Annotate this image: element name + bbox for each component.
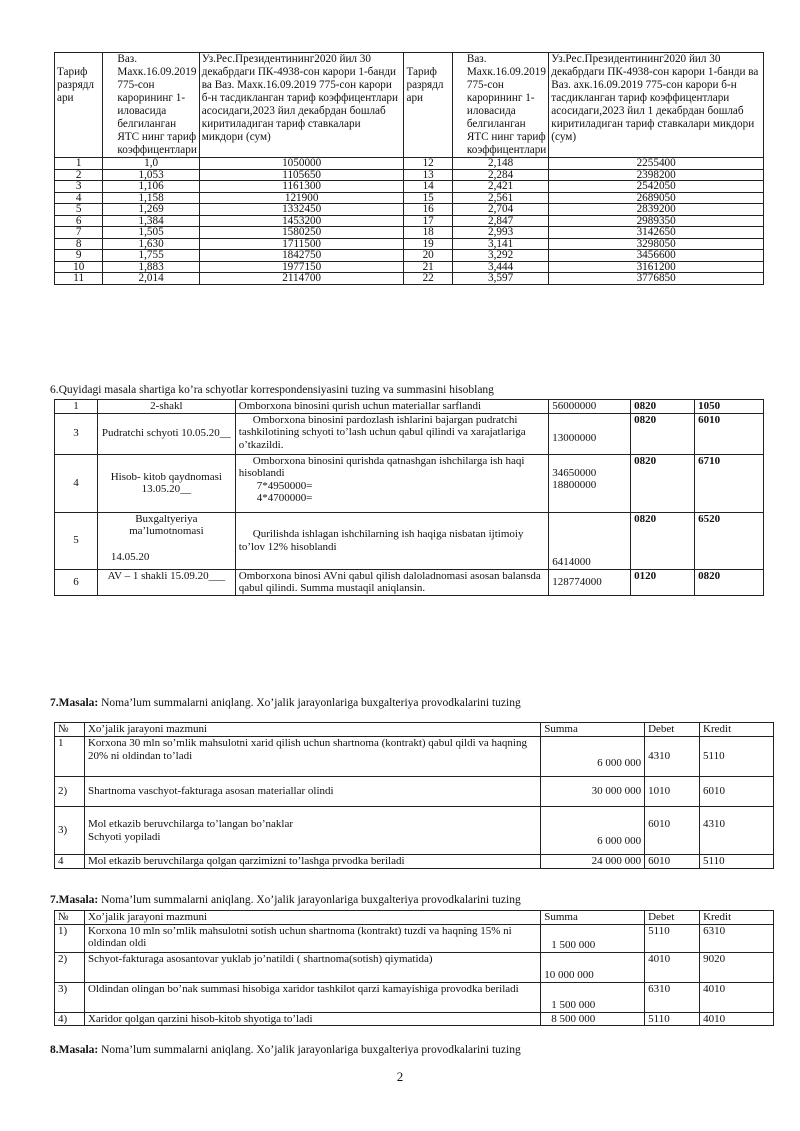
amount: 1 500 000 xyxy=(541,924,645,952)
heading-text: Noma’lum summalarni aniqlang. Xo’jalik jarayonlariga buxgalteriya provodkalarini tuzing xyxy=(98,1044,521,1056)
header-debit: Debet xyxy=(645,911,700,925)
cell: 3298050 xyxy=(549,238,764,250)
table-row xyxy=(55,454,764,512)
description: Schyot-fakturaga asosantovar yuklab jo’natildi ( shartnoma(sotish) qiymatida) xyxy=(84,952,540,982)
task7b-table xyxy=(54,910,774,1026)
description: Mol etkazib beruvchilarga qolgan qarzimizni to’lashga prvodka beriladi xyxy=(84,855,540,869)
heading-number: 7.Masala: xyxy=(50,894,99,906)
credit: 9020 xyxy=(700,952,774,982)
cell: 1711500 xyxy=(199,238,404,250)
cell: 2114700 xyxy=(199,273,404,285)
table-row xyxy=(55,215,764,227)
task8-heading xyxy=(50,1044,521,1056)
debit: 4310 xyxy=(645,737,700,777)
table-row xyxy=(55,238,764,250)
cell: 1105650 xyxy=(199,169,404,181)
table-row xyxy=(55,807,774,855)
cell: 9 xyxy=(55,250,103,262)
table-header-row xyxy=(55,911,774,925)
row-number: 4) xyxy=(55,1012,85,1026)
cell: 17 xyxy=(404,215,452,227)
task6-table xyxy=(54,399,764,596)
table-header-row xyxy=(55,723,774,737)
cell: 20 xyxy=(404,250,452,262)
credit: 4010 xyxy=(700,1012,774,1026)
table-row xyxy=(55,273,764,285)
heading-text: Noma’lum summalarni aniqlang. Xo’jalik jarayonlariga buxgalteriya provodkalarini tuzing xyxy=(98,894,521,906)
amount: 128774000 xyxy=(549,569,631,595)
description: Qurilishda ishlagan ishchilarning ish haqiga nisbatan ijtimoiy to’lov 12% hisoblandi xyxy=(235,512,548,569)
header-credit: Kredit xyxy=(700,723,774,737)
table-row xyxy=(55,181,764,193)
heading-number: 8.Masala: xyxy=(50,1044,99,1056)
amount-line: 18800000 xyxy=(552,479,597,491)
description: Omborxona binosi AVni qabul qilish daloladnomasi asosan balansda qabul qilindi. Summa mustaqil aniqlansin. xyxy=(235,569,548,595)
debit: 6010 xyxy=(645,855,700,869)
debit: 4010 xyxy=(645,952,700,982)
row-number: 3 xyxy=(55,413,98,454)
credit: 5110 xyxy=(700,855,774,869)
description: Xaridor qolgan qarzini hisob-kitob shyotiga to’ladi xyxy=(84,1012,540,1026)
cell: 3161200 xyxy=(549,261,764,273)
table-row xyxy=(55,512,764,569)
header-debit: Debet xyxy=(645,723,700,737)
page-number: 2 xyxy=(396,1069,404,1084)
cell: 2839200 xyxy=(549,204,764,216)
cell: 1842750 xyxy=(199,250,404,262)
cell: 2 xyxy=(55,169,103,181)
description xyxy=(235,454,548,512)
cell: 1,384 xyxy=(103,215,199,227)
cell: 2398200 xyxy=(549,169,764,181)
description: Omborxona binosini qurish uchun materiallar sarflandi xyxy=(235,400,548,414)
cell: 10 xyxy=(55,261,103,273)
task7a-heading xyxy=(50,697,521,709)
table-row xyxy=(55,569,764,595)
tariff-table xyxy=(54,52,764,285)
credit: 4010 xyxy=(700,982,774,1012)
row-number: 5 xyxy=(55,512,98,569)
amount: 24 000 000 xyxy=(541,855,645,869)
row-number: 1 xyxy=(55,400,98,414)
cell: 2,284 xyxy=(452,169,548,181)
cell: 1453200 xyxy=(199,215,404,227)
debit: 6010 xyxy=(645,807,700,855)
cell: 2689050 xyxy=(549,192,764,204)
cell: 21 xyxy=(404,261,452,273)
cell: 1580250 xyxy=(199,227,404,239)
row-number: 3) xyxy=(55,807,85,855)
amount xyxy=(549,454,631,512)
description-calc: 7*4950000= xyxy=(256,479,313,492)
cell: 16 xyxy=(404,204,452,216)
cell: 18 xyxy=(404,227,452,239)
amount: 6 000 000 xyxy=(541,737,645,777)
cell: 13 xyxy=(404,169,452,181)
cell: 2,847 xyxy=(452,215,548,227)
tariff-header-row xyxy=(55,53,764,158)
cell: 22 xyxy=(404,273,452,285)
table-row xyxy=(55,855,774,869)
credit: 0820 xyxy=(695,569,764,595)
table-row xyxy=(55,1012,774,1026)
debit: 5110 xyxy=(645,1012,700,1026)
cell: 14 xyxy=(404,181,452,193)
credit: 6710 xyxy=(695,454,764,512)
cell: 2,148 xyxy=(452,158,548,170)
row-number: 1 xyxy=(55,737,85,777)
header-credit: Kredit xyxy=(700,911,774,925)
cell: 1,630 xyxy=(103,238,199,250)
description-line: Mol etkazib beruvchilarga to’langan bo’naklar xyxy=(87,817,294,830)
cell: 1 xyxy=(55,158,103,170)
description: Oldindan olingan bo’nak summasi hisobiga xaridor tashkilot qarzi kamayishiga provodka beriladi xyxy=(84,982,540,1012)
cell: 1,505 xyxy=(103,227,199,239)
table-row xyxy=(55,158,764,170)
table-row xyxy=(55,777,774,807)
cell: 3,597 xyxy=(452,273,548,285)
debit: 0820 xyxy=(631,512,695,569)
document: 2-shakl xyxy=(97,400,235,414)
cell: 3,141 xyxy=(452,238,548,250)
document: AV – 1 shakli 15.09.20___ xyxy=(97,569,235,595)
description: Korxona 30 mln so’mlik mahsulotni xarid qilish uchun shartnoma (kontrakt) qabul qildi va haqning 20% ni oldindan to’ladi xyxy=(84,737,540,777)
description-calc: 4*4700000= xyxy=(256,492,313,504)
cell: 5 xyxy=(55,204,103,216)
task6-heading: 6.Quyidagi masala shartiga ko’ra schyotlar korrespondensiyasini tuzing va summasini hisoblang xyxy=(50,384,494,396)
tariff-header-grade: Тариф разрядл ари xyxy=(55,53,103,158)
task7b-heading xyxy=(50,894,521,906)
cell: 2,421 xyxy=(452,181,548,193)
row-number: 4 xyxy=(55,454,98,512)
cell: 1,0 xyxy=(103,158,199,170)
cell: 1161300 xyxy=(199,181,404,193)
credit: 4310 xyxy=(700,807,774,855)
amount: 8 500 000 xyxy=(541,1012,645,1026)
cell: 121900 xyxy=(199,192,404,204)
cell: 2,993 xyxy=(452,227,548,239)
heading-number: 7.Masala: xyxy=(50,697,99,709)
debit: 0820 xyxy=(631,413,695,454)
debit: 6310 xyxy=(645,982,700,1012)
cell: 6 xyxy=(55,215,103,227)
description: Korxona 10 mln so’mlik mahsulotni sotish uchun shartnoma (kontrakt) tuzdi va haqning 15% ni oldindan oldi xyxy=(84,924,540,952)
table-row xyxy=(55,400,764,414)
cell: 3456600 xyxy=(549,250,764,262)
cell: 3,292 xyxy=(452,250,548,262)
description-line: Omborxona binosini qurishda qatnashgan ishchilarga ish haqi hisoblandi xyxy=(238,454,525,479)
row-number: 2) xyxy=(55,952,85,982)
cell: 3142650 xyxy=(549,227,764,239)
table-row xyxy=(55,204,764,216)
cell: 1,269 xyxy=(103,204,199,216)
heading-text: Noma’lum summalarni aniqlang. Xo’jalik jarayonlariga buxgalteriya provodkalarini tuzing xyxy=(98,697,521,709)
table-row xyxy=(55,227,764,239)
header-number: № xyxy=(55,911,85,925)
debit: 0820 xyxy=(631,400,695,414)
amount: 13000000 xyxy=(549,413,631,454)
credit: 6310 xyxy=(700,924,774,952)
debit: 1010 xyxy=(645,777,700,807)
description xyxy=(84,807,540,855)
document: Hisob- kitob qaydnomasi 13.05.20__ xyxy=(97,454,235,512)
amount-line: 34650000 xyxy=(552,466,597,479)
cell: 1,755 xyxy=(103,250,199,262)
credit: 5110 xyxy=(700,737,774,777)
amount: 6414000 xyxy=(549,512,631,569)
cell: 1050000 xyxy=(199,158,404,170)
cell: 3776850 xyxy=(549,273,764,285)
header-description: Xo’jalik jarayoni mazmuni xyxy=(84,911,540,925)
description-line: Schyoti yopiladi xyxy=(87,830,161,843)
cell: 1977150 xyxy=(199,261,404,273)
amount: 56000000 xyxy=(549,400,631,414)
row-number: 3) xyxy=(55,982,85,1012)
cell: 1,053 xyxy=(103,169,199,181)
cell: 19 xyxy=(404,238,452,250)
credit: 6010 xyxy=(695,413,764,454)
row-number: 4 xyxy=(55,855,85,869)
header-amount: Summa xyxy=(541,723,645,737)
credit: 1050 xyxy=(695,400,764,414)
amount: 1 500 000 xyxy=(541,982,645,1012)
table-row xyxy=(55,250,764,262)
tariff-header-coef: Ваз. Махк.16.09.2019 775-сон карорининг 1-иловасида белгиланган ЯТС нинг тариф коэффицентлари xyxy=(103,53,199,158)
cell: 8 xyxy=(55,238,103,250)
cell: 1332450 xyxy=(199,204,404,216)
cell: 1,883 xyxy=(103,261,199,273)
debit: 0820 xyxy=(631,454,695,512)
cell: 11 xyxy=(55,273,103,285)
document xyxy=(97,512,235,569)
table-row xyxy=(55,952,774,982)
table-row xyxy=(55,924,774,952)
table-row xyxy=(55,737,774,777)
amount: 6 000 000 xyxy=(541,807,645,855)
credit: 6520 xyxy=(695,512,764,569)
tariff-header-grade-2: Тариф разрядл ари xyxy=(404,53,452,158)
cell: 2989350 xyxy=(549,215,764,227)
task7a-table xyxy=(54,722,774,869)
cell: 2542050 xyxy=(549,181,764,193)
cell: 3 xyxy=(55,181,103,193)
row-number: 6 xyxy=(55,569,98,595)
description: Omborxona binosini pardozlash ishlarini bajargan pudratchi tashkilotining schyoti to’lash uchun qabul qilindi va xarajatlariga o’tkazildi. xyxy=(235,413,548,454)
cell: 7 xyxy=(55,227,103,239)
tariff-header-coef-2: Ваз. Махк.16.09.2019 775-сон карорининг 1-иловасида белгиланган ЯТС нинг тариф коэффицентлари xyxy=(452,53,548,158)
cell: 2,561 xyxy=(452,192,548,204)
cell: 3,444 xyxy=(452,261,548,273)
debit: 0120 xyxy=(631,569,695,595)
table-row xyxy=(55,169,764,181)
credit: 6010 xyxy=(700,777,774,807)
table-row xyxy=(55,192,764,204)
cell: 1,158 xyxy=(103,192,199,204)
cell: 15 xyxy=(404,192,452,204)
table-row xyxy=(55,261,764,273)
document-date: 14.05.20 xyxy=(110,550,150,563)
amount: 10 000 000 xyxy=(541,952,645,982)
tariff-header-rate: Уз.Рес.Президентининг2020 йил 30 декабрдаги ПК-4938-сон карори 1-банди ва Ваз. Махк.16.09.2019 775-сон карори б-н тасдикланган тариф коэффицентлари асосидаги,2023 йил декабрдан бошлаб киритиладиган тариф ставкалари микдори (сум) xyxy=(199,53,404,158)
debit: 5110 xyxy=(645,924,700,952)
row-number: 2) xyxy=(55,777,85,807)
cell: 1,106 xyxy=(103,181,199,193)
table-row xyxy=(55,982,774,1012)
row-number: 1) xyxy=(55,924,85,952)
cell: 4 xyxy=(55,192,103,204)
header-description: Xo’jalik jarayoni mazmuni xyxy=(84,723,540,737)
cell: 2,014 xyxy=(103,273,199,285)
tariff-header-rate-2: Уз.Рес.Президентининг2020 йил 30 декабрдаги ПК-4938-сон карори 1-банди ва Ваз. ахк.16.09.2019 775-сон карори б-н тасдикланган тариф коэффицентлари асосидаги,2023 йил 1 декабрдан бошлаб киритиладиган тариф ставкалари микдори (сум) xyxy=(549,53,764,158)
cell: 2255400 xyxy=(549,158,764,170)
table-row xyxy=(55,413,764,454)
header-amount: Summa xyxy=(541,911,645,925)
document-line: Buxgaltyeriya ma’lumotnomasi xyxy=(129,512,204,537)
description: Shartnoma vaschyot-fakturaga asosan materiallar olindi xyxy=(84,777,540,807)
document: Pudratchi schyoti 10.05.20__ xyxy=(97,413,235,454)
cell: 2,704 xyxy=(452,204,548,216)
header-number: № xyxy=(55,723,85,737)
amount: 30 000 000 xyxy=(541,777,645,807)
cell: 12 xyxy=(404,158,452,170)
